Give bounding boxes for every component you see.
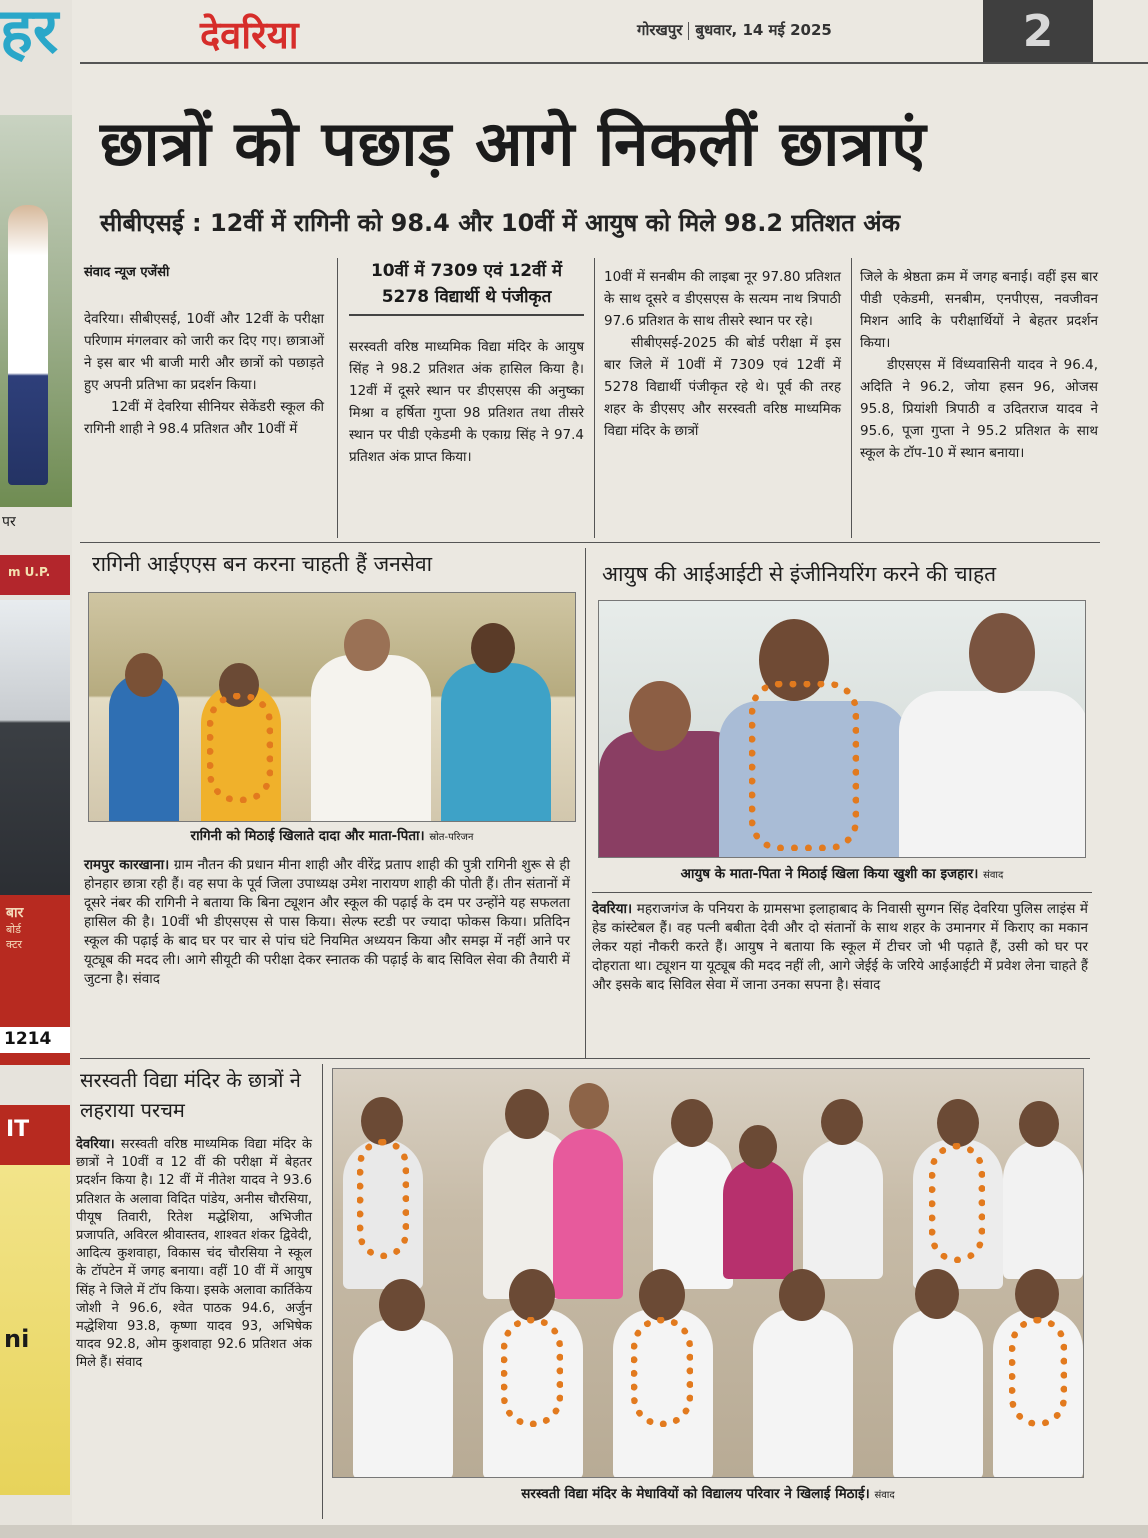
- ragini-photo: [88, 592, 576, 822]
- ragini-photo-caption: [88, 826, 576, 844]
- main-story-column-4: [860, 266, 1098, 464]
- ayush-photo: [598, 600, 1086, 858]
- section-name: देवरिया: [200, 13, 299, 57]
- dateline: रामपुर कारखाना।: [84, 857, 170, 873]
- page-number: 2: [983, 0, 1093, 64]
- section-divider: [80, 542, 1100, 543]
- city-name: गोरखपुर: [637, 21, 683, 39]
- main-headline: छात्रों को पछाड़ आगे निकलीं छात्राएं: [100, 107, 927, 180]
- column-rule: [594, 258, 595, 538]
- highlight-box-heading: 10वीं में 7309 एवं 12वीं में 5278 विद्यार्थी थे पंजीकृत: [349, 258, 584, 316]
- page-dateline: [637, 20, 832, 40]
- main-story-column-2: [349, 336, 584, 468]
- story-text: ग्राम नौतन की प्रधान मीना शाही और वीरेंद्र प्रताप शाही की पुत्री रागिनी शुरू से ही होनहार छात्रा रही हैं। वह सपा के पूर्व जिला उपाध्यक्ष उमेश नारायण शाही की पोती हैं। तीन संतानों में दूसरे नंबर की रागिनी ने बताया कि बिना ट्यूशन और स्कूल की पढ़ाई के दम पर उन्होंने यह सफलता हासिल की है। 10वीं भी डीएसएस से पास किया। सेल्फ स्टडी पर ज्यादा फोकस किया। प्रतिदिन स्कूल की पढ़ाई के बाद घर पर चार से पांच घंटे नियमित अध्ययन किया और समझ में नहीं आने पर यूट्यूब की मदद ली। आगे सीयूटी की परीक्षा देकर स्नातक की पढ़ाई के बाद सिविल सेवा की तैयारी में जुटना है। संवाद: [84, 857, 570, 987]
- saraswati-group-photo: [332, 1068, 1084, 1478]
- photo-credit: संवाद: [983, 870, 1004, 881]
- paragraph: जिले के श्रेष्ठता क्रम में जगह बनाई। वहीं इस बार पीडी एकेडमी, सनबीम, एनपीएस, नवजीवन मिशन आदि के परीक्षार्थियों ने बेहतर प्रदर्शन किया।: [860, 269, 1098, 351]
- saraswati-story-body: [76, 1136, 312, 1373]
- paragraph: 12वीं में देवरिया सीनियर सेकेंडरी स्कूल की रागिनी शाही ने 98.4 प्रतिशत और 10वीं में: [84, 399, 324, 437]
- paragraph: सरस्वती वरिष्ठ माध्यमिक विद्या मंदिर के आयुष सिंह ने 98.2 प्रतिशत अंक हासिल किया है। 12वीं में दूसरे स्थान पर डीएसएस की अनुष्का मिश्रा व हर्षिता गुप्ता 98 प्रतिशत तथा तीसरे स्थान पर पीडी एकेडमी के एकाग्र सिंह ने 97.4 प्रतिशत अंक प्राप्त किया।: [349, 339, 584, 465]
- section-divider: [80, 1058, 1090, 1059]
- story-text: महराजगंज के पनियरा के ग्रामसभा इलाहाबाद के निवासी सुग्गन सिंह देवरिया पुलिस लाइंस में हेड कांस्टेबल हैं। वह पत्नी बबीता देवी और दो संतानों के साथ शहर के उमानगर में किराए का मकान लेकर यहां नौकरी करते हैं। आयुष ने बताया कि स्कूल में टीचर जो भी पढ़ाते हैं, उसी को घर पर दोहराता था। ट्यूशन या यूट्यूब की मदद नहीं ली, आगे जेईई के जरिये आईआईटी में प्रवेश लेना चाहते हैं और इसके बाद सिविल सेवा में जाना उनका सपना है। संवाद: [592, 901, 1088, 993]
- adjacent-ad: [0, 895, 70, 1065]
- news-agency-byline: संवाद न्यूज एजेंसी: [84, 265, 170, 280]
- adjacent-page-strip: [0, 0, 72, 1538]
- adjacent-ad-2: IT: [0, 1105, 70, 1165]
- adjacent-ad-word: बार: [6, 905, 24, 921]
- header-rule: [80, 62, 1148, 64]
- paragraph: देवरिया। सीबीएसई, 10वीं और 12वीं के परीक्षा परिणाम मंगलवार को जारी कर दिए गए। छात्राओं ने इस बार भी बाजी मारी और छात्रों को पछाड़ते हुए अपनी प्रतिभा का प्रदर्शन किया।: [84, 311, 324, 393]
- adjacent-badge: m U.P.: [0, 555, 70, 595]
- adjacent-ad-line-2: क्टर: [6, 938, 23, 951]
- main-subheadline: सीबीएसई : 12वीं में रागिनी को 98.4 और 10वीं में आयुष को मिले 98.2 प्रतिशत अंक: [100, 209, 901, 237]
- photo-credit: संवाद: [874, 1490, 895, 1501]
- saraswati-photo-caption: [332, 1484, 1084, 1502]
- masthead-logo-fragment: हर: [0, 0, 59, 67]
- paragraph: सीबीएसई-2025 की बोर्ड परीक्षा में इस बार जिले में 10वीं में 7309 एवं 12वीं में 5278 विद्यार्थी पंजीकृत रहे थे। पूर्व की तरह शहर के डीएसए और सरस्वती वरिष्ठ माध्यमिक विद्या मंदिर के छात्रों: [604, 335, 841, 439]
- dateline: देवरिया।: [592, 901, 633, 917]
- adjacent-photo: [0, 115, 72, 507]
- ragini-story-body: [84, 856, 570, 989]
- saraswati-story-title: सरस्वती विद्या मंदिर के छात्रों ने लहराया परचम: [80, 1068, 301, 1122]
- adjacent-text: पर: [2, 514, 16, 530]
- ayush-photo-caption: [598, 864, 1086, 882]
- photo-credit: स्रोत-परिजन: [429, 832, 474, 843]
- adjacent-yellow-ad: [0, 1165, 70, 1495]
- paragraph: डीएसएस में विंध्यवासिनी यादव ने 96.4, अदिति ने 96.2, जोया हसन 96, ओजस 95.8, प्रियांशी त्रिपाठी व उदितराज यादव ने 95.6, पूजा गुप्ता ने 95.2 प्रतिशत के साथ स्कूल के टॉप-10 में स्थान बनाया।: [860, 357, 1098, 461]
- adjacent-ad-3: ni: [4, 1325, 30, 1353]
- column-rule: [851, 258, 852, 538]
- issue-date: बुधवार, 14 मई 2025: [695, 21, 832, 39]
- column-rule: [337, 258, 338, 538]
- caption-text: सरस्वती विद्या मंदिर के मेधावियों को विद्यालय परिवार ने खिलाई मिठाई।: [521, 1486, 870, 1502]
- story-text: सरस्वती वरिष्ठ माध्यमिक विद्या मंदिर के छात्रों ने 10वीं व 12 वीं की परीक्षा में बेहतर प्रदर्शन किया है। 12 वीं में नीतेश यादव ने 93.6 प्रतिशत के अलावा विदित पांडेय, अनीस चौरसिया, पीयूष तिवारी, रितेश मद्धेशिया, अभिजीत प्रजापति, अविरल श्रीवास्तव, शाश्वत शंकर द्विवेदी, आदित्य कुशवाहा, विकास चंद चौरसिया ने स्कूल के टॉपटेन में जगह बनाया। वहीं 10 वीं में आयुष सिंह ने जिले में टॉप किया। इसके अलावा कार्तिकेय जोशी ने 96.6, श्वेत पाठक 94.6, अर्जुन मद्धेशिया 93.8, कृष्णा यादव 93, अभिषेक यादव 92.8, ओम कुशवाहा 92.6 प्रतिशत अंक मिले हैं। संवाद: [76, 1137, 312, 1371]
- adjacent-photo-2: [0, 600, 70, 900]
- main-story-column-1: [84, 308, 324, 440]
- column-rule: [322, 1064, 323, 1519]
- ragini-story-title: रागिनी आईएएस बन करना चाहती हैं जनसेवा: [92, 552, 433, 576]
- section-divider: [592, 892, 1092, 893]
- adjacent-ad-line-1: बोर्ड: [6, 923, 22, 936]
- adjacent-ad-number: 1214: [0, 1027, 70, 1053]
- dateline: देवरिया।: [76, 1137, 115, 1152]
- caption-text: आयुष के माता-पिता ने मिठाई खिला किया खुशी का इजहार।: [680, 866, 979, 882]
- main-story-column-3: [604, 266, 841, 442]
- caption-text: रागिनी को मिठाई खिलाते दादा और माता-पिता।: [190, 828, 425, 844]
- column-rule: [585, 548, 586, 1058]
- paragraph: 10वीं में सनबीम की लाइबा नूर 97.80 प्रतिशत के साथ दूसरे व डीएसएस के सत्यम नाथ त्रिपाठी 97.6 प्रतिशत के साथ तीसरे स्थान पर रहे।: [604, 269, 841, 329]
- ayush-story-title: आयुष की आईआईटी से इंजीनियरिंग करने की चाहत: [602, 562, 997, 586]
- page-bottom-edge: [0, 1525, 1148, 1538]
- ayush-story-body: [592, 900, 1088, 995]
